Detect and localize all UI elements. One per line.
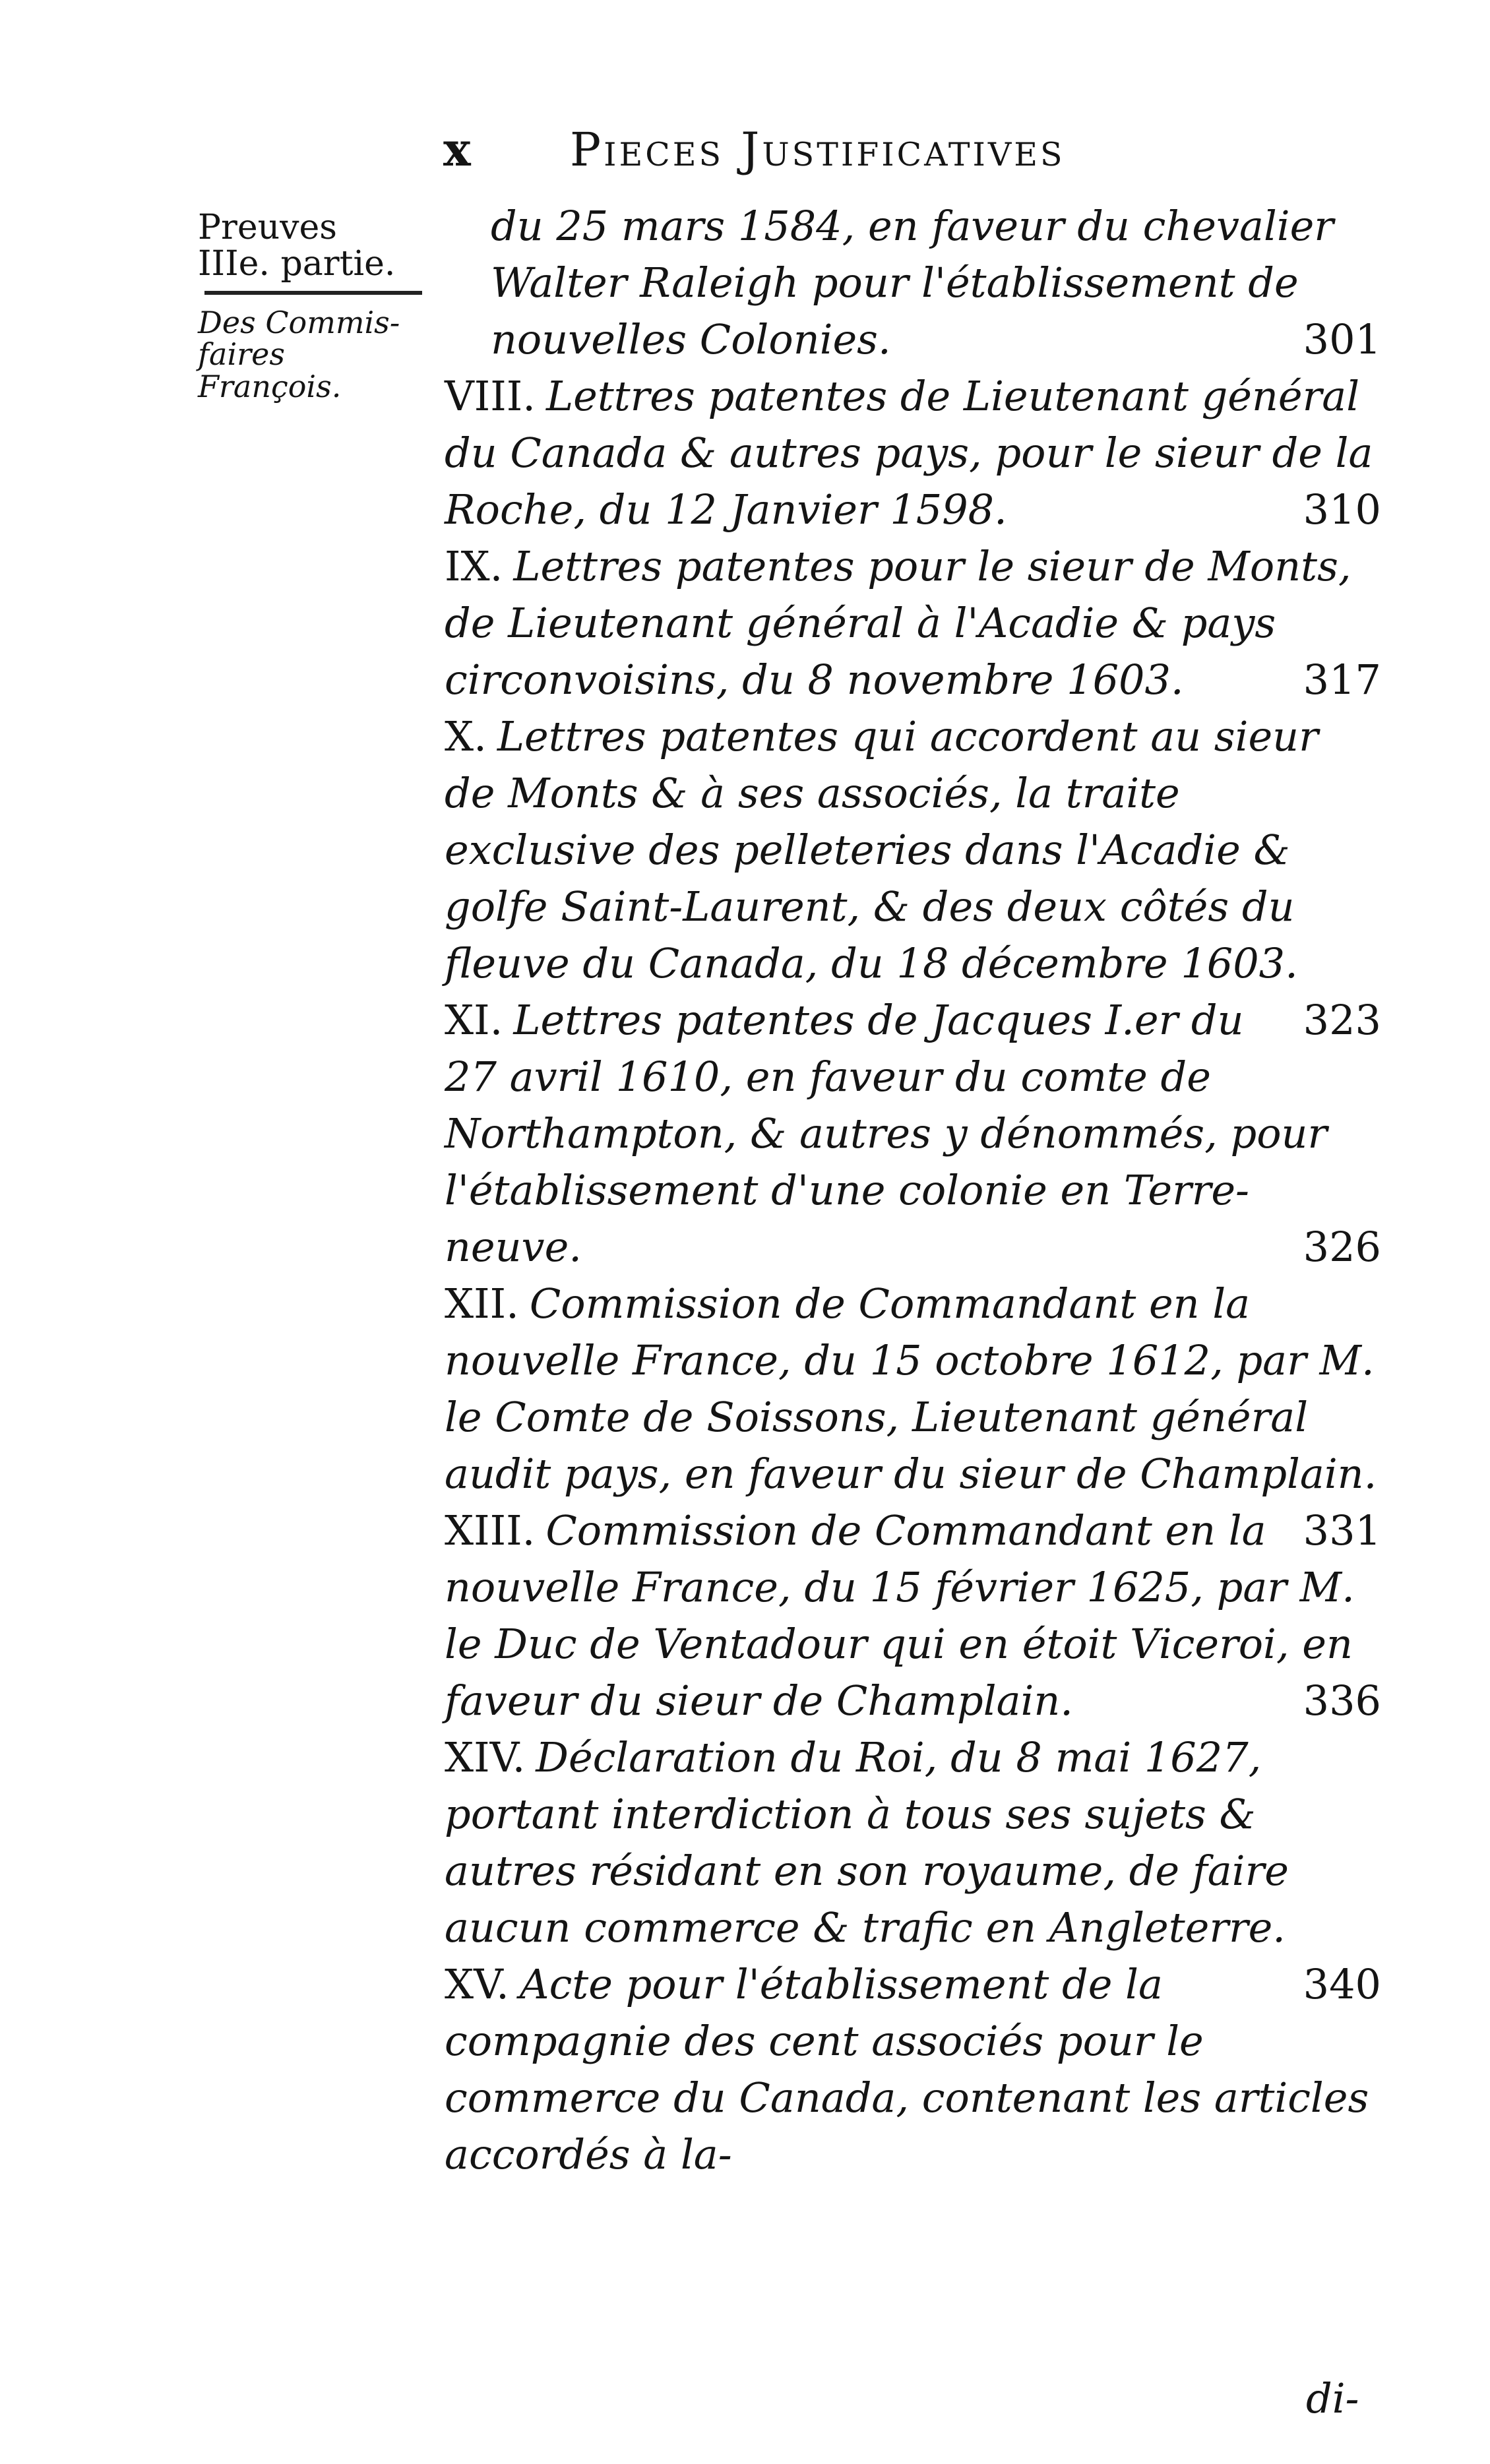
entry-text: Commission de Commandant en la nouvelle France, du 15 février 1625, par M. le Duc de Ventadour qui en étoit Viceroi, en faveur du sieur de Champlain. bbox=[445, 1506, 1355, 1725]
contents-list bbox=[445, 198, 1381, 2183]
entry-text: Lettres patentes de Jacques I.er du 27 avril 1610, en faveur du comte de Northampton, & autres y dénommés, pour l'établissement d'une colonie en Terre-neuve. bbox=[445, 996, 1328, 1271]
running-title: Pieces Justificatives bbox=[570, 123, 1065, 177]
entry-number: XIV. bbox=[445, 1733, 526, 1781]
entry-number: XII. bbox=[445, 1279, 519, 1328]
entry-page-number: 323 bbox=[1303, 996, 1381, 1044]
list-item bbox=[445, 1502, 1381, 1729]
list-item bbox=[445, 992, 1381, 1276]
margin-subsection: Des Commis-faires François. bbox=[198, 305, 400, 404]
entry-page-number: 326 bbox=[1303, 1223, 1381, 1271]
list-item bbox=[445, 368, 1381, 538]
entry-page-number: 336 bbox=[1303, 1677, 1381, 1725]
entry-text: Déclaration du Roi, du 8 mai 1627, portant interdiction à tous ses sujets & autres résidant en son royaume, de faire aucun commerce & trafic en Angleterre. bbox=[445, 1733, 1289, 1952]
entry-text: Lettres patentes pour le sieur de Monts, de Lieutenant général à l'Acadie & pays circonvoisins, du 8 novembre 1603. bbox=[445, 542, 1351, 704]
entry-text: Commission de Commandant en la nouvelle France, du 15 octobre 1612, par M. le Comte de Soissons, Lieutenant général audit pays, en faveur du sieur de Champlain. bbox=[445, 1279, 1377, 1498]
entry-page-number: 340 bbox=[1303, 1960, 1381, 2008]
margin-note bbox=[198, 210, 435, 402]
entry-number: VIII. bbox=[445, 372, 536, 420]
entry-number: XIII. bbox=[445, 1506, 536, 1555]
list-item bbox=[445, 1956, 1381, 2183]
entry-number: XV. bbox=[445, 1960, 509, 2008]
list-item bbox=[445, 538, 1381, 708]
entry-text: Lettres patentes qui accordent au sieur de Monts & à ses associés, la traite exclusive des pelleteries dans l'Acadie & golfe Saint-Laurent, & des deux côtés du fleuve du Canada, du 18 décembre 1603. bbox=[445, 712, 1319, 987]
entry-page-number: 301 bbox=[1303, 315, 1381, 363]
entry-page-number: 310 bbox=[1303, 485, 1381, 534]
catchword: di- bbox=[1306, 2374, 1359, 2422]
entry-page-number: 317 bbox=[1303, 656, 1381, 704]
entry-page-number: 331 bbox=[1303, 1506, 1381, 1555]
entry-number: IX. bbox=[445, 542, 503, 590]
margin-section-line2: IIIe. partie. bbox=[198, 243, 396, 284]
running-header bbox=[443, 122, 1065, 177]
page-number: x bbox=[443, 122, 474, 177]
entry-number: XI. bbox=[445, 996, 503, 1044]
margin-rule bbox=[204, 291, 422, 295]
entry-number: X. bbox=[445, 712, 487, 760]
entry-text: Acte pour l'établissement de la compagnie des cent associés pour le commerce du Canada, contenant les articles accordés à la- bbox=[445, 1960, 1369, 2178]
entry-text: du 25 mars 1584, en faveur du chevalier Walter Raleigh pour l'établissement de nouvelles Colonies. bbox=[491, 202, 1334, 363]
margin-section-line1: Preuves bbox=[198, 208, 337, 247]
list-item bbox=[445, 198, 1381, 368]
entry-text: Lettres patentes de Lieutenant général du Canada & autres pays, pour le sieur de la Roche, du 12 Janvier 1598. bbox=[445, 372, 1373, 534]
